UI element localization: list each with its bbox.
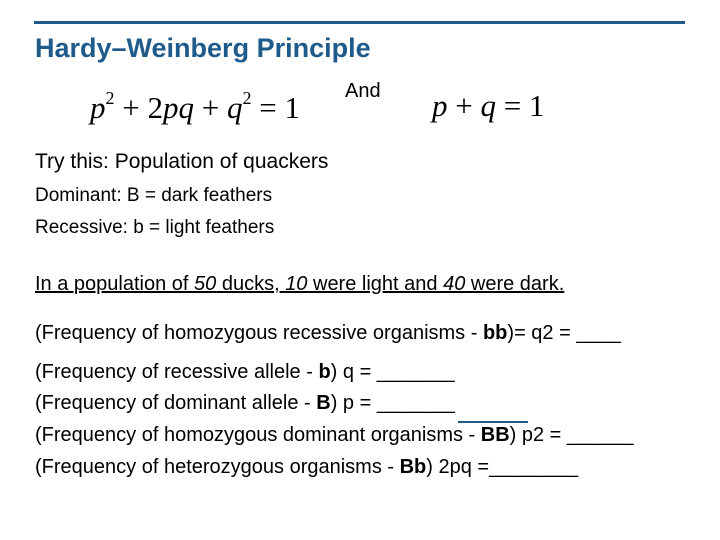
decorative-rule [458,421,528,423]
title-divider [34,21,685,24]
dominant-definition: Dominant: B = dark feathers [35,185,273,206]
question-heterozygous: (Frequency of heterozygous organisms - Bb) 2pq =________ [35,456,579,478]
allele-sum-equation: p + q = 1 [432,88,545,123]
hardy-weinberg-equation: $p^2 + 2pq + q^2 = 1$ [90,88,300,125]
question-homozygous-recessive: (Frequency of homozygous recessive organisms - bb)= q2 = ____ [35,322,621,344]
slide-title: Hardy–Weinberg Principle [35,33,371,63]
question-dominant-allele: (Frequency of dominant allele - B) p = _______ [35,392,455,414]
try-this-heading: Try this: Population of quackers [35,150,329,173]
and-label: And [345,80,381,102]
population-statement: In a population of 50 ducks, 10 were light and 40 were dark. [35,273,565,295]
question-recessive-allele: (Frequency of recessive allele - b) q = _______ [35,361,455,383]
recessive-definition: Recessive: b = light feathers [35,217,275,238]
question-homozygous-dominant: (Frequency of homozygous dominant organisms - BB) p2 = ______ [35,424,634,446]
